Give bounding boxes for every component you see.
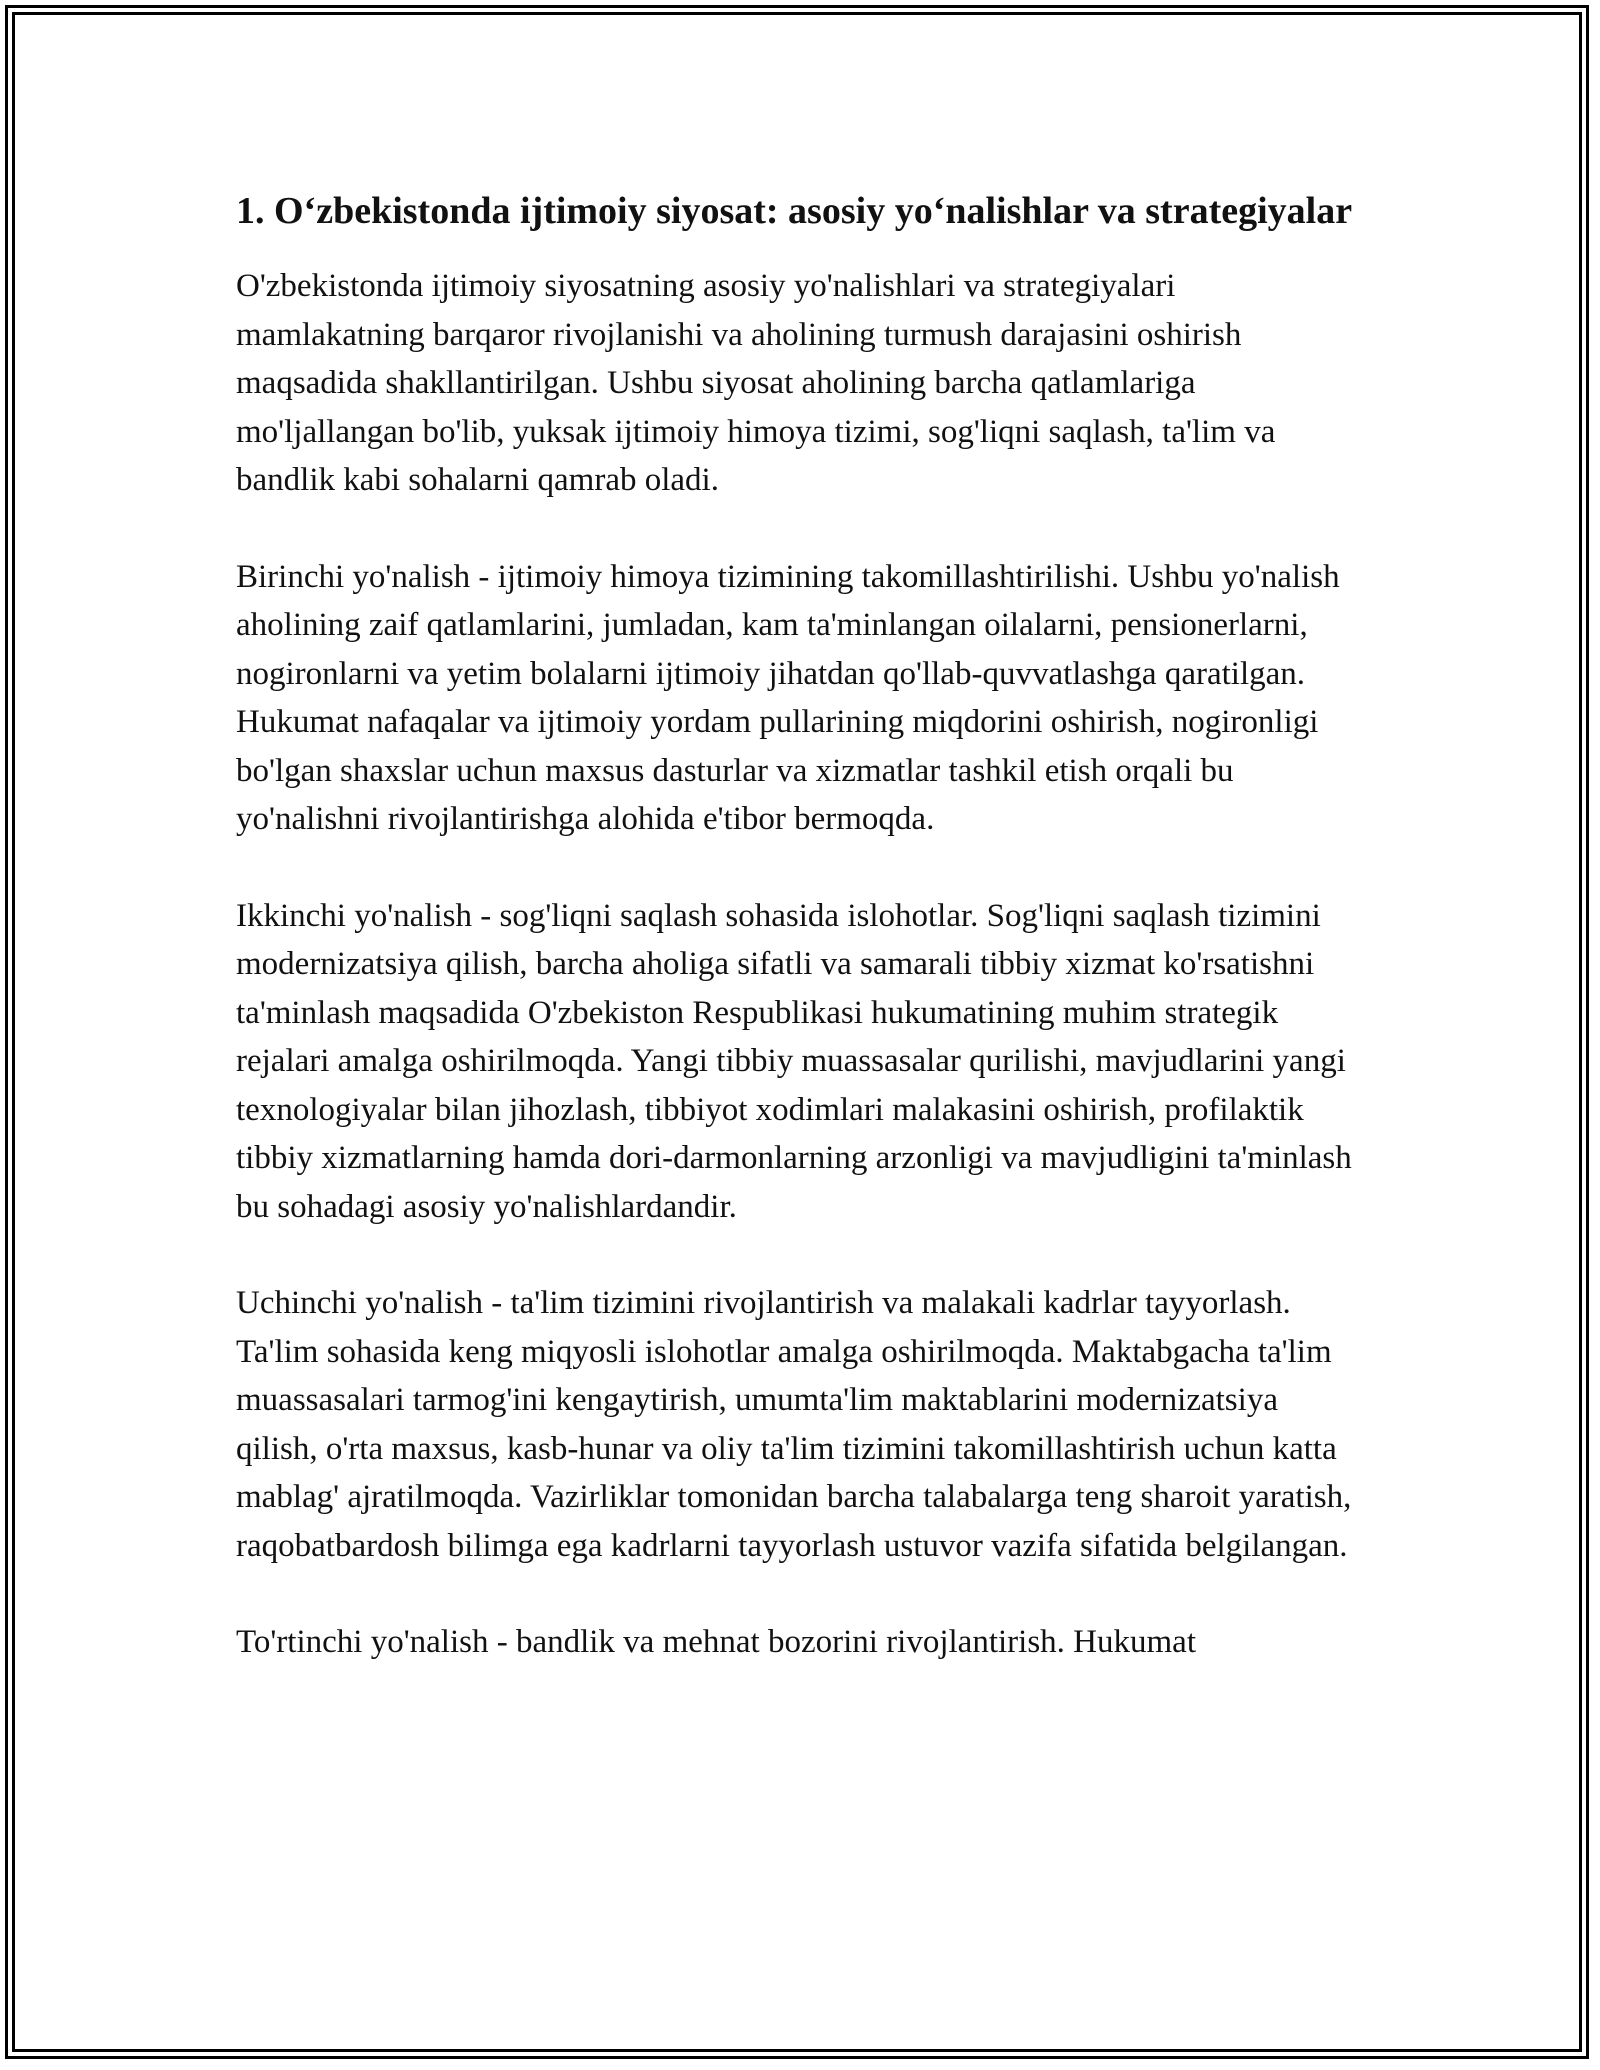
document-body — [236, 183, 1366, 1667]
paragraph-social-protection: Birinchi yo'nalish - ijtimoiy himoya tizimining takomillashtirilishi. Ushbu yo'nalish aholining zaif qatlamlarini, jumladan, kam ta'minlangan oilalarni, pensionerlarni, nogironlarni va yetim bolalarni ijtimoiy jihatdan qo'llab-quvvatlashga qaratilgan. Hukumat nafaqalar va ijtimoiy yordam pullarining miqdorini oshirish, nogironligi bo'lgan shaxslar uchun maxsus dasturlar va xizmatlar tashkil etish orqali bu yo'nalishni rivojlantirishga alohida e'tibor bermoqda. — [236, 558, 1340, 837]
paragraph-healthcare: Ikkinchi yo'nalish - sog'liqni saqlash sohasida islohotlar. Sog'liqni saqlash tizimini modernizatsiya qilish, barcha aholiga sifatli va samarali tibbiy xizmat ko'rsatishni ta'minlash maqsadida O'zbekiston Respublikasi hukumatining muhim strategik rejalari amalga oshirilmoqda. Yangi tibbiy muassasalar qurilishi, mavjudlarini yangi texnologiyalar bilan jihozlash, tibbiyot xodimlari malakasini oshirish, profilaktik tibbiy xizmatlarning hamda dori-darmonlarning arzonligi va mavjudligini ta'minlash bu sohadagi asosiy yo'nalishlardandir. — [236, 897, 1352, 1225]
section-heading: 1. O‘zbekistonda ijtimoiy siyosat: asosiy yo‘nalishlar va strategiyalar — [236, 190, 1353, 232]
paragraph-employment: To'rtinchi yo'nalish - bandlik va mehnat bozorini rivojlantirish. Hukumat — [236, 1624, 1196, 1660]
paragraph-intro: O'zbekistonda ijtimoiy siyosatning asosiy yo'nalishlari va strategiyalari mamlakatning barqaror rivojlanishi va aholining turmush darajasini oshirish maqsadida shakllantirilgan. Ushbu siyosat aholining barcha qatlamlariga mo'ljallangan bo'lib, yuksak ijtimoiy himoya tizimi, sog'liqni saqlash, ta'lim va bandlik kabi sohalarni qamrab oladi. — [236, 268, 1276, 498]
paragraph-education: Uchinchi yo'nalish - ta'lim tizimini rivojlantirish va malakali kadrlar tayyorlash. Ta'lim sohasida keng miqyosli islohotlar amalga oshirilmoqda. Maktabgacha ta'lim muassasalari tarmog'ini kengaytirish, umumta'lim maktablarini modernizatsiya qilish, o'rta maxsus, kasb-hunar va oliy ta'lim tizimini takomillashtirish uchun katta mablag' ajratilmoqda. Vazirliklar tomonidan barcha talabalarga teng sharoit yaratish, raqobatbardosh bilimga ega kadrlarni tayyorlash ustuvor vazifa sifatida belgilangan. — [236, 1285, 1352, 1564]
